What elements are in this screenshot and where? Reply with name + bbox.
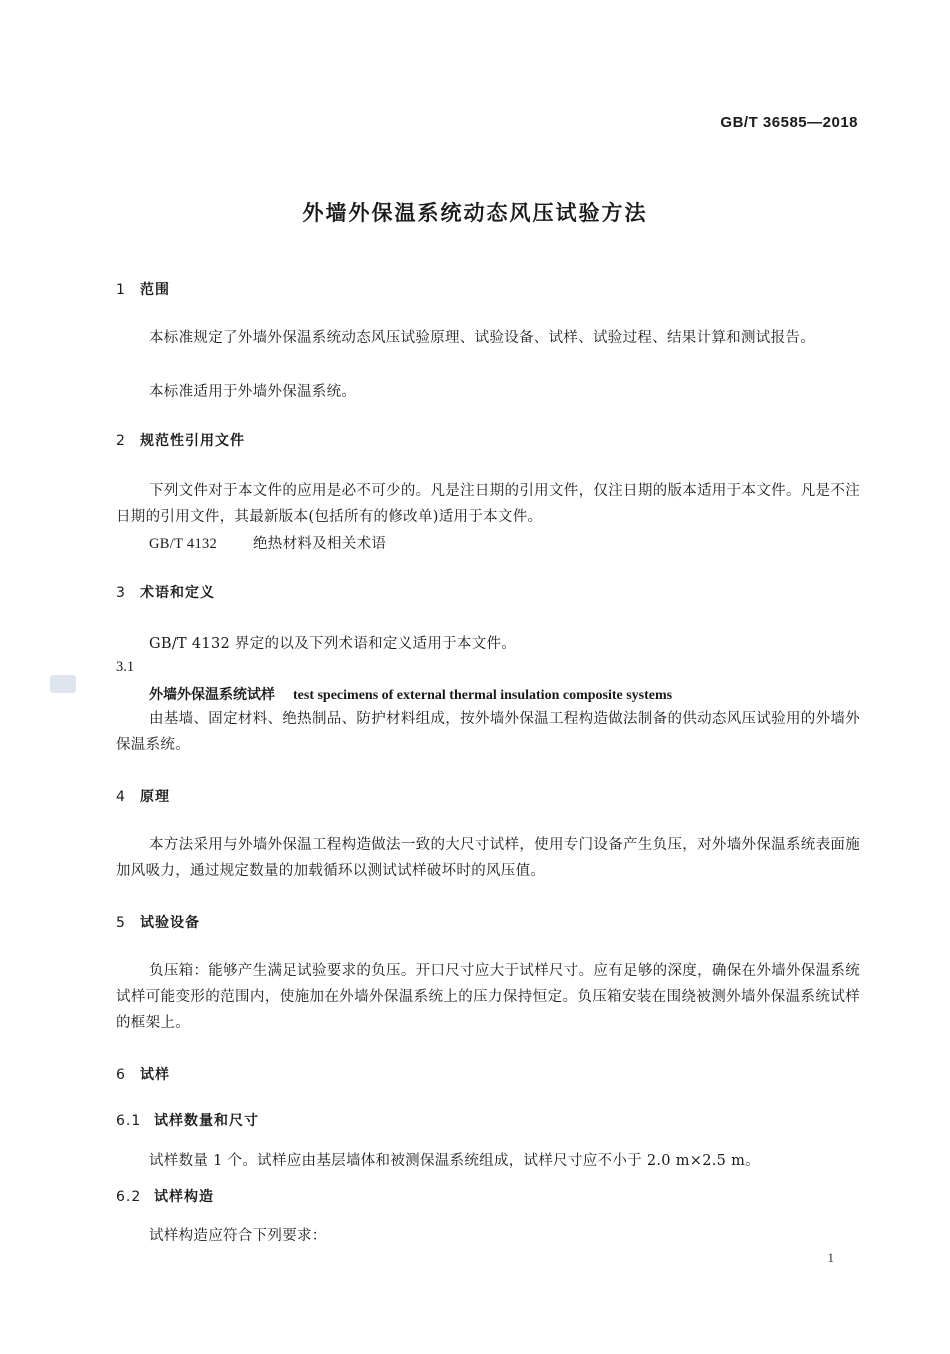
section-4-heading <box>116 786 170 806</box>
standard-code: GB/T 36585—2018 <box>720 114 858 131</box>
section-number: 4 <box>116 789 126 805</box>
term-english: test specimens of external thermal insulation composite systems <box>293 688 673 703</box>
section-1-paragraph-2: 本标准适用于外墙外保温系统。 <box>149 384 357 400</box>
section-6-1-heading <box>116 1110 259 1130</box>
normative-reference <box>149 532 386 553</box>
section-2-heading <box>116 430 245 450</box>
section-title: 原理 <box>140 789 170 805</box>
reference-title: 绝热材料及相关术语 <box>253 536 387 552</box>
section-title: 试样 <box>140 1067 170 1083</box>
watermark-logo <box>50 675 76 693</box>
section-3-paragraph-1: GB/T 4132 界定的以及下列术语和定义适用于本文件。 <box>149 636 517 652</box>
section-title: 试样构造 <box>154 1189 214 1205</box>
section-3-heading <box>116 582 215 602</box>
section-4-paragraph-1: 本方法采用与外墙外保温工程构造做法一致的大尺寸试样，使用专门设备产生负压，对外墙外保温系统表面施加风吸力，通过规定数量的加载循环以测试试样破坏时的风压值。 <box>116 837 860 879</box>
section-5-paragraph-1: 负压箱：能够产生满足试验要求的负压。开口尺寸应大于试样尺寸。应有足够的深度，确保在外墙外保温系统试样可能变形的范围内，使施加在外墙外保温系统上的压力保持恒定。负压箱安装在围绕被测外墙外保温系统试样的框架上。 <box>116 963 860 1031</box>
section-6-1-paragraph-1: 试样数量 1 个。试样应由基层墙体和被测保温系统组成，试样尺寸应不小于 2.0 m×2.5 m。 <box>149 1153 760 1169</box>
section-title: 试样数量和尺寸 <box>154 1113 259 1129</box>
document-title: 外墙外保温系统动态风压试验方法 <box>302 201 648 225</box>
section-number: 3 <box>116 585 126 601</box>
section-title: 范围 <box>140 282 170 298</box>
term-definition: 由基墙、固定材料、绝热制品、防护材料组成，按外墙外保温工程构造做法制备的供动态风压试验用的外墙外保温系统。 <box>116 711 860 753</box>
section-title: 试验设备 <box>140 915 200 931</box>
section-1-paragraph-1: 本标准规定了外墙外保温系统动态风压试验原理、试验设备、试样、试验过程、结果计算和测试报告。 <box>149 330 815 346</box>
term-entry <box>149 684 672 704</box>
section-number: 5 <box>116 915 126 931</box>
section-title: 术语和定义 <box>140 585 215 601</box>
reference-code: GB/T 4132 <box>149 536 218 552</box>
section-number: 6 <box>116 1067 126 1083</box>
section-number: 2 <box>116 433 126 449</box>
section-5-heading <box>116 912 200 932</box>
section-2-paragraph-1: 下列文件对于本文件的应用是必不可少的。凡是注日期的引用文件，仅注日期的版本适用于本文件。凡是不注日期的引用文件，其最新版本(包括所有的修改单)适用于本文件。 <box>116 483 860 525</box>
section-6-2-paragraph-1: 试样构造应符合下列要求： <box>149 1228 327 1244</box>
section-title: 规范性引用文件 <box>140 433 245 449</box>
page-number: 1 <box>827 1250 834 1265</box>
section-6-2-heading <box>116 1186 214 1206</box>
subsection-3-1-number: 3.1 <box>116 659 135 675</box>
section-number: 1 <box>116 282 126 298</box>
section-6-heading <box>116 1064 170 1084</box>
section-number: 6.2 <box>116 1189 142 1205</box>
term-chinese: 外墙外保温系统试样 <box>149 687 275 703</box>
section-number: 6.1 <box>116 1113 142 1129</box>
section-1-heading <box>116 279 170 299</box>
